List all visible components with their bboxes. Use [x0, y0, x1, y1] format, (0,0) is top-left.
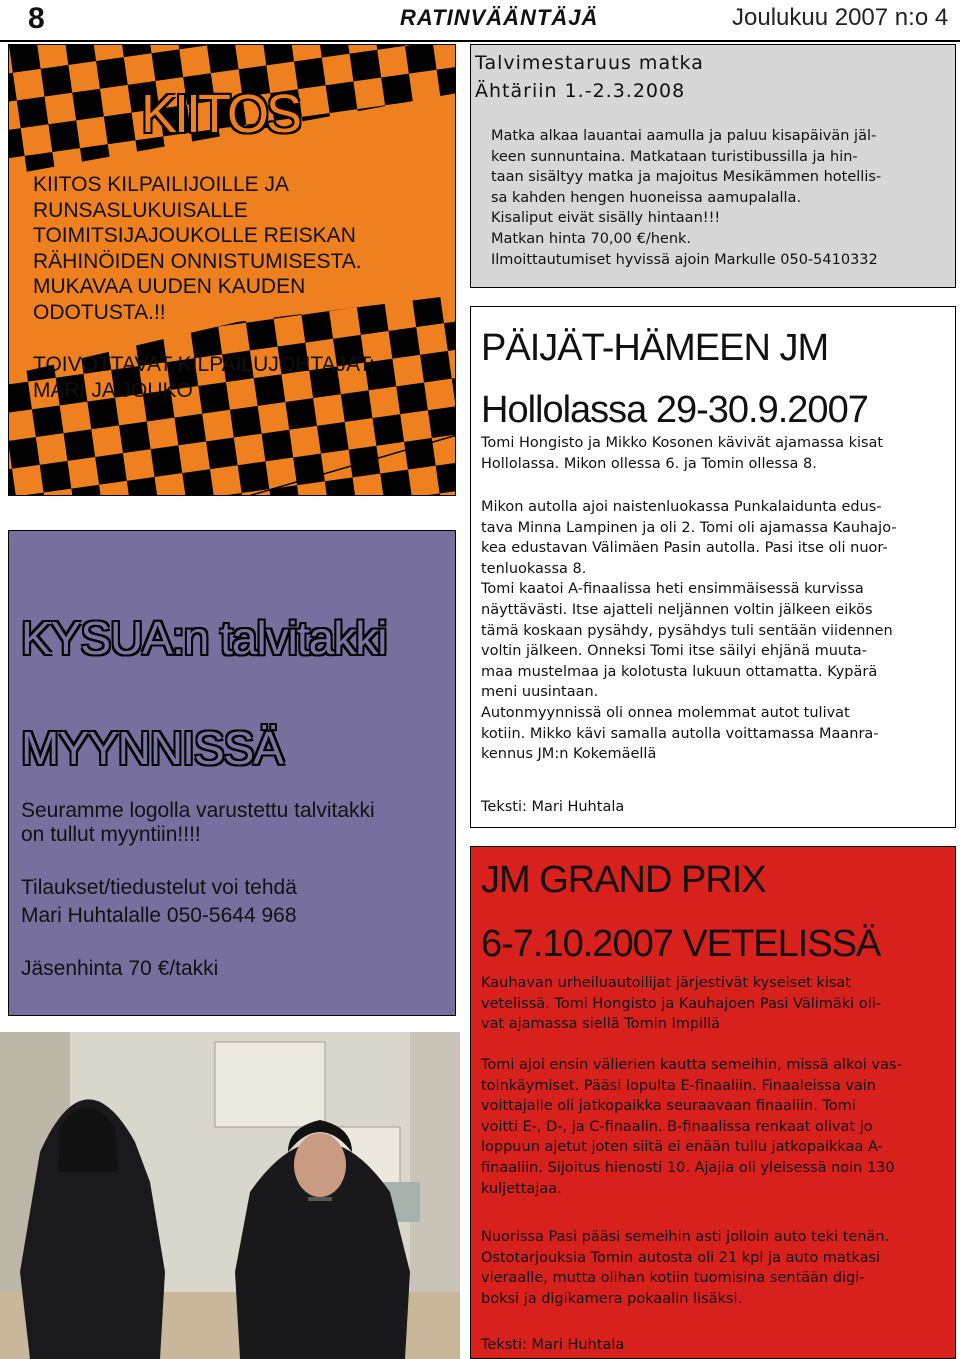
- text-line: kotiin. Mikko kävi samalla autolla voittamassa Maanra-: [481, 725, 879, 742]
- article-author: Teksti: Mari Huhtala: [481, 1337, 625, 1353]
- text-line: kuljettajaa.: [481, 1180, 562, 1197]
- message-line: KIITOS KILPAILIJOILLE JA: [33, 173, 289, 196]
- message-line: RUNSASLUKUISALLE: [33, 198, 248, 222]
- text-line: tava Minna Lampinen ja oli 2. Tomi oli ajamassa Kauhajo-: [481, 519, 897, 536]
- message-line: TOIMITSIJAJOUKOLLE REISKAN: [33, 224, 356, 247]
- heading-line: Talvimestaruus matka: [475, 52, 704, 74]
- text-line: vieraalle, mutta olihan kotiin tuomisina sentään digi-: [481, 1270, 865, 1287]
- message-line: RÄHINÖIDEN ONNISTUMISESTA.: [33, 249, 362, 273]
- text-line: finaaliin. Sijoitus hienosti 10. Ajajia oli yleisessä noin 130: [481, 1159, 895, 1176]
- text-line: taan sisältyy matka ja majoitus Mesikämmen hotellis-: [491, 169, 882, 186]
- photo-illustration: [0, 1032, 460, 1359]
- text-line: vetelissä. Tomi Hongisto ja Kauhajoen Pasi Välimäki oli-: [481, 995, 881, 1012]
- header-divider: [0, 40, 960, 42]
- paijat-hame-article: [470, 306, 956, 828]
- text-line: boksi ja digikamera pokaalin lisäksi.: [481, 1290, 743, 1307]
- text-line: Seuramme logolla varustettu talvitakki: [21, 799, 375, 822]
- text-line: Tomi Hongisto ja Mikko Kosonen kävivät ajamassa kisat: [481, 435, 884, 451]
- article-body: [481, 497, 897, 765]
- article-subtitle: 6-7.10.2007 VETELISSÄ: [481, 923, 881, 965]
- text-line: Kisaliput eivät sisälly hintaan!!!: [491, 210, 721, 227]
- heading-line: Ähtäriin 1.-2.3.2008: [475, 80, 686, 102]
- text-line: vat ajamassa siellä Tomin Impillä: [481, 1016, 721, 1033]
- message-line: TOIVOTTAVAT KILPAILUJOHTAJAT:: [33, 353, 375, 376]
- text-line: maa mustelmaa ja kolotusta lukuun ottamatta. Kypärä: [481, 663, 878, 680]
- two-people-in-winter-jackets-photo: [0, 1032, 460, 1359]
- article-body-2: [481, 1227, 889, 1309]
- publication-name: RATINVÄÄNTÄJÄ: [400, 5, 599, 30]
- text-line: Nuorissa Pasi pääsi semeihin asti jolloin auto teki tenän.: [481, 1229, 890, 1245]
- text-line: Ilmoittautumiset hyvissä ajoin Markulle 050-5410332: [491, 251, 878, 268]
- article-intro: [481, 433, 883, 474]
- jacket-ad-panel: [8, 530, 456, 1016]
- text-line: Matka alkaa lauantai aamulla ja paluu kisapäivän jäl-: [491, 128, 877, 144]
- text-line: Hollolassa. Mikon ollessa 6. ja Tomin ollessa 8.: [481, 455, 817, 472]
- jm-grand-prix-article: [470, 846, 956, 1359]
- article-title: JM GRAND PRIX: [481, 859, 766, 901]
- kiitos-title: KIITOS: [141, 84, 300, 144]
- jacket-ad-subtitle: MYYNNISSÄ: [21, 722, 283, 774]
- text-line: toinkäymiset. Pääsi lopulta E-finaaliin. Finaaleissa vain: [481, 1077, 876, 1094]
- text-line: loppuun ajetut joten siitä ei enään tullu jatkopaikkaa A-: [481, 1139, 883, 1156]
- jacket-ad-title: KYSUA:n talvitakki: [21, 612, 387, 664]
- article-subtitle: Hollolassa 29-30.9.2007: [481, 389, 868, 431]
- text-line: tämä koskaan pysähdy, pysähdys tuli sentään viidennen: [481, 622, 893, 639]
- text-line: tenluokassa 8.: [481, 560, 587, 577]
- organizers-message: [33, 352, 375, 403]
- message-line: MUKAVAA UUDEN KAUDEN: [33, 275, 306, 298]
- article-author: Teksti: Mari Huhtala: [481, 799, 625, 815]
- jacket-price: Jäsenhinta 70 €/takki: [21, 957, 219, 980]
- text-line: Tilaukset/tiedustelut voi tehdä: [21, 876, 297, 899]
- text-line: näyttävästi. Itse ajatteli neljännen voltin jälkeen eikös: [481, 601, 873, 618]
- article-body: [481, 1055, 902, 1199]
- text-line: Autonmyynnissä oli onnea molemmat autot tulivat: [481, 704, 850, 721]
- text-line: voltin jälkeen. Onneksi Tomi itse säilyi ehjänä muuta-: [481, 643, 867, 660]
- text-line: Ostotarjouksia Tomin autosta oli 21 kpl ja auto matkasi: [481, 1249, 881, 1266]
- text-line: Matkan hinta 70,00 €/henk.: [491, 230, 692, 247]
- text-line: kennus JM:n Kokemäellä: [481, 746, 657, 763]
- text-line: Kauhavan urheiluautoilijat järjestivät kyseiset kisat: [481, 975, 851, 991]
- page-number: 8: [28, 2, 45, 35]
- thank-you-panel: [8, 44, 456, 496]
- article-title: PÄIJÄT-HÄMEEN JM: [481, 327, 829, 369]
- thank-you-message: [33, 172, 362, 325]
- jacket-ad-text: [21, 799, 375, 847]
- text-line: voittajalle oli jatkopaikka seuraavaan finaaliin. Tomi: [481, 1098, 856, 1115]
- winter-trip-heading: [475, 49, 704, 105]
- jacket-ad-contact: [21, 876, 297, 928]
- text-line: voitti E-, D-, ja C-finaalin. B-finaalissa renkaat olivat jo: [481, 1118, 873, 1135]
- text-line: sa kahden hengen huoneissa aamupalalla.: [491, 189, 802, 206]
- message-line: MARI JA JOUKO: [33, 378, 193, 402]
- text-line: keen sunnuntaina. Matkataan turistibussilla ja hin-: [491, 148, 858, 165]
- winter-trip-body: [491, 126, 957, 270]
- article-intro: [481, 973, 881, 1035]
- issue-label: Joulukuu 2007 n:o 4: [732, 4, 949, 31]
- winter-trip-box: [470, 44, 956, 288]
- text-line: kea edustavan Välimäen Pasin autolla. Pasi itse oli nuor-: [481, 540, 888, 557]
- text-line: Tomi kaatoi A-finaalissa heti ensimmäisessä kurvissa: [481, 581, 864, 598]
- message-line: ODOTUSTA.!!: [33, 300, 166, 324]
- text-line: Tomi ajoi ensin välierien kautta semeihin, missä alkoi vas-: [481, 1057, 902, 1073]
- text-line: meni uusintaan.: [481, 684, 599, 701]
- text-line: Mari Huhtalalle 050-5644 968: [21, 904, 297, 927]
- text-line: on tullut myyntiin!!!!: [21, 823, 201, 846]
- text-line: Mikon autolla ajoi naistenluokassa Punkalaidunta edus-: [481, 499, 882, 515]
